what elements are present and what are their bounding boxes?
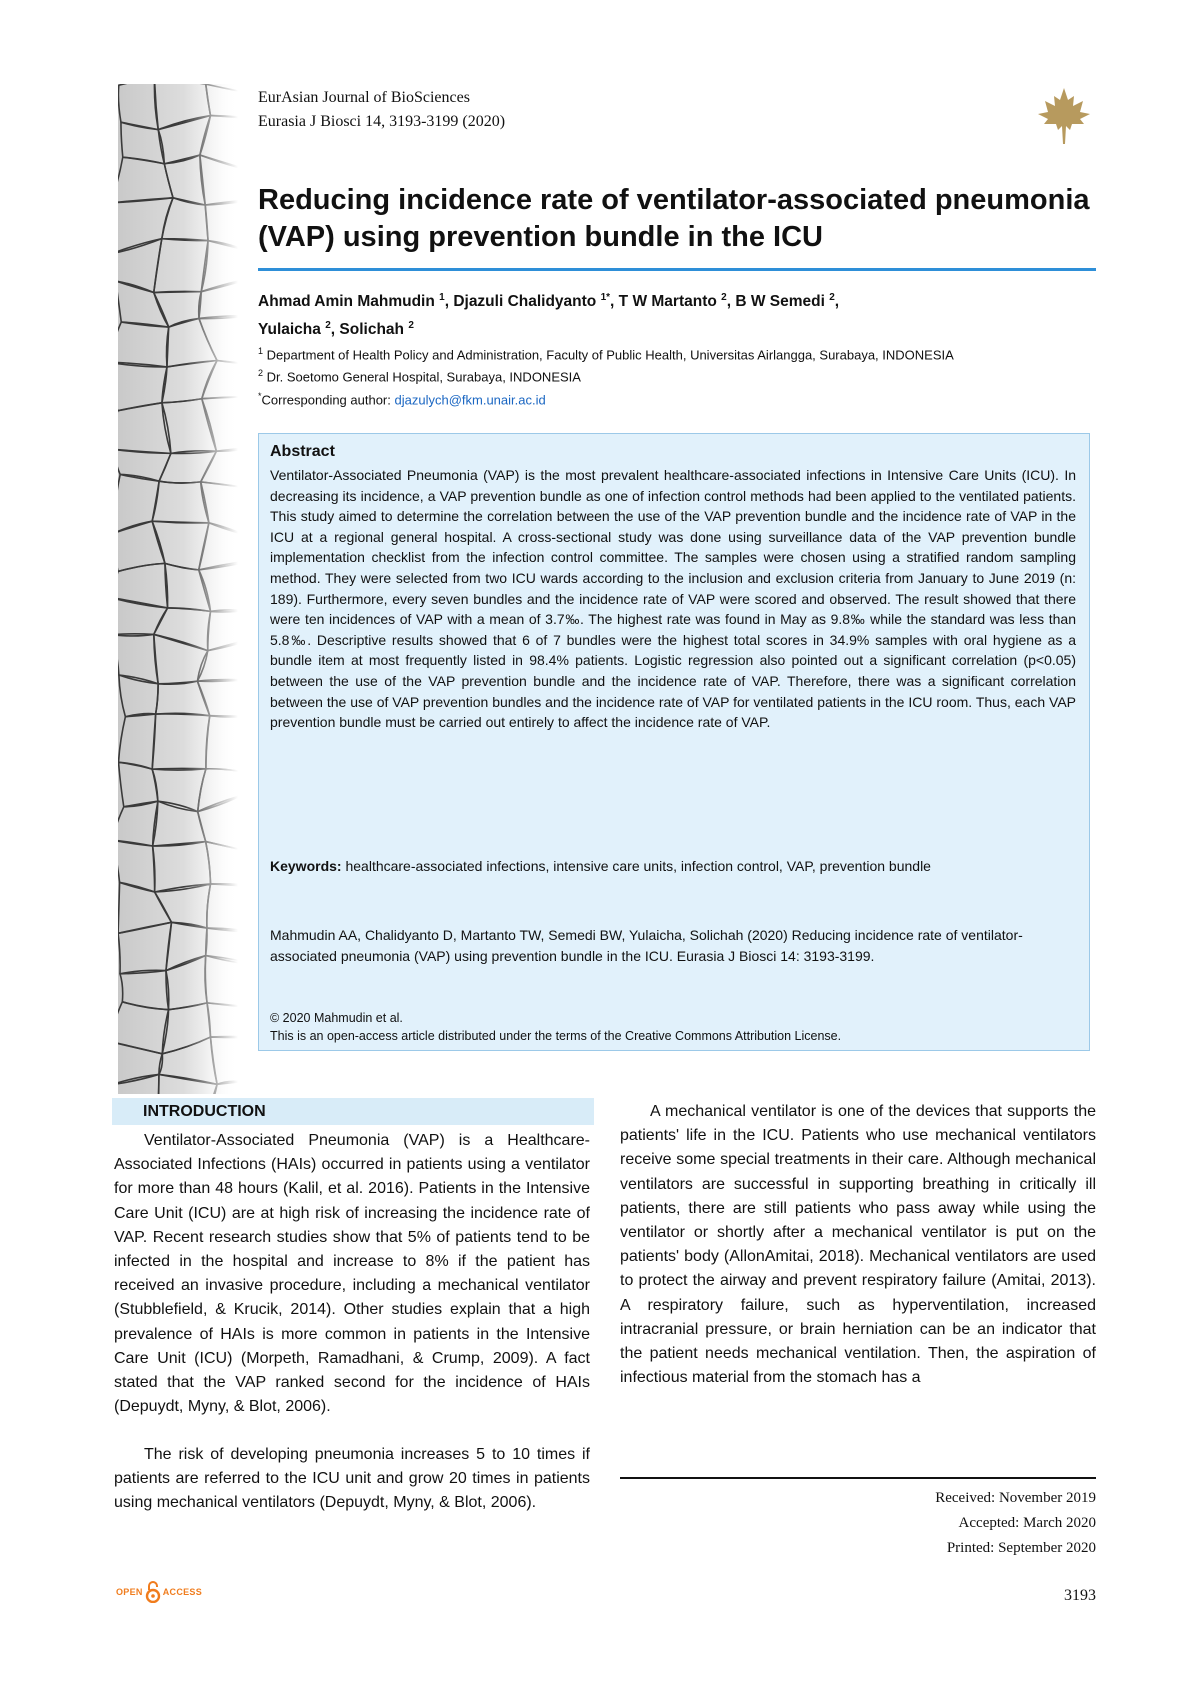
title-rule: [258, 268, 1096, 271]
keywords: [270, 856, 1076, 877]
open-access-badge: [116, 1580, 202, 1604]
corresponding-email-link[interactable]: djazulych@fkm.unair.ac.id: [394, 391, 546, 407]
author-list: [258, 286, 1098, 342]
author: Ahmad Amin Mahmudin $^1$,: [258, 292, 454, 311]
suggested-citation: Mahmudin AA, Chalidyanto D, Martanto TW, Semedi BW, Yulaicha, Solichah (2020) Reducing incidence rate of ventilator-associated pneumonia (VAP) using prevention bundle in the ICU. Eurasia J Biosci 14: 3193-3199.: [270, 927, 1023, 964]
journal-header: [258, 86, 505, 134]
open-access-open-text: OPEN: [116, 1587, 143, 1597]
publication-dates: [800, 1486, 1096, 1561]
author: T W Martanto $^2$,: [618, 292, 736, 311]
page-number: 3193: [1064, 1587, 1096, 1604]
author: Yulaicha $^2$,: [258, 320, 340, 339]
article-title: Reducing incidence rate of ventilator-associated pneumonia (VAP) using prevention bundle in the ICU: [258, 184, 1090, 253]
footer-rule: [620, 1477, 1096, 1479]
intro-paragraph-2: The risk of developing pneumonia increases 5 to 10 times if patients are referred to the ICU unit and grow 20 times in patients using mechanical ventilators (Depuydt, Myny, & Blot, 2006).: [114, 1446, 590, 1512]
author: Solichah $^2$: [339, 320, 414, 339]
open-access-lock-icon: [145, 1581, 161, 1603]
open-access-access-text: ACCESS: [162, 1587, 203, 1597]
author: B W Semedi $^2$,: [735, 292, 840, 311]
affiliation-2: $^2$ Dr. Soetomo General Hospital, Surabaya, INDONESIA: [258, 368, 581, 385]
affiliation-1: $^1$ Department of Health Policy and Administration, Faculty of Public Health, Universitas Airlangga, Surabaya, INDONESIA: [258, 346, 954, 363]
license-line: This is an open-access article distributed under the terms of the Creative Commons Attribution License.: [270, 1029, 842, 1043]
introduction-heading: INTRODUCTION: [143, 1103, 266, 1120]
copyright-line: © 2020 Mahmudin et al.: [270, 1011, 403, 1025]
intro-paragraph-1: Ventilator-Associated Pneumonia (VAP) is a Healthcare-Associated Infections (HAIs) occurred in patients using a ventilator for more than 48 hours (Kalil, et al. 2016). Patients in the Intensive Care Unit (ICU) are at high risk of increasing the incidence rate of VAP. Recent research studies show that 5% of patients tend to be infected in the hospital and increase to 8% if the patient has received an invasive procedure, including a mechanical ventilator (Stubblefield, & Krucik, 2014). Other studies explain that a high prevalence of HAIs is more common in patients in the Intensive Care Unit (ICU) (Morpeth, Ramadhani, & Crump, 2009). A fact stated that the VAP ranked second for the incidence of HAIs (Depuydt, Myny, & Blot, 2006).: [114, 1132, 590, 1416]
intro-paragraph-3: A mechanical ventilator is one of the devices that supports the patients' life in the ICU. Patients who use mechanical ventilators receive some special treatments in their care. Although mechanical ventilators are successful in supporting breathing in critically ill patients, there are still patients who pass away while using the ventilator or shortly after a mechanical ventilator is put on the patients' body (AllonAmitai, 2018). Mechanical ventilators are used to protect the airway and prevent respiratory failure (Amitai, 2013). A respiratory failure, such as hyperventilation, increased intracranial pressure, or brain herniation can be an indicator that the patient needs mechanical ventilation. Then, the aspiration of infectious material from the stomach has a: [620, 1103, 1096, 1387]
journal-name: EurAsian Journal of BioSciences: [258, 89, 470, 106]
journal-citation-line: Eurasia J Biosci 14, 3193-3199 (2020): [258, 113, 506, 130]
printed-date: Printed: September 2020: [946, 1540, 1096, 1556]
affiliations: [258, 342, 1098, 409]
cracked-pattern-decoration: [118, 84, 238, 1094]
copyright-notice: [270, 1009, 1076, 1045]
corresponding-author: *Corresponding author: djazulych@fkm.unair.ac.id: [258, 390, 546, 407]
keywords-label: Keywords:: [270, 858, 342, 874]
author: Djazuli Chalidyanto $^{1*}$,: [453, 292, 619, 311]
accepted-date: Accepted: March 2020: [958, 1515, 1096, 1531]
abstract-heading: Abstract: [270, 443, 335, 460]
received-date: Received: November 2019: [935, 1490, 1096, 1506]
keywords-text: healthcare-associated infections, intensive care units, infection control, VAP, prevention bundle: [345, 858, 931, 874]
abstract-text: Ventilator-Associated Pneumonia (VAP) is the most prevalent healthcare-associated infections in Intensive Care Units (ICU). In decreasing its incidence, a VAP prevention bundle as one of infection control methods had been applied to the ventilated patients. This study aimed to determine the correlation between the use of the VAP prevention bundle and the incidence rate of VAP in the ICU at a regional general hospital. A cross-sectional study was done using surveillance data of the VAP prevention bundle implementation checklist from the infection control committee. The samples were chosen using a stratified random sampling method. They were selected from two ICU wards according to the inclusion and exclusion criteria from January to June 2019 (n: 189). Furthermore, every seven bundles and the incidence rate of VAP were scored and observed. The result showed that there were ten incidences of VAP with a mean of 3.7‰. The highest rate was found in May as 9.8‰ while the standard was less than 5.8‰. Descriptive results showed that 6 of 7 bundles were the highest total scores in 34.9% samples with oral hygiene as a bundle item at most frequently listed in 98.4% patients. Logistic regression also pointed out a significant correlation (p<0.05) between the use of the VAP prevention bundle and the incidence rate of VAP. Therefore, there was a significant correlation between the use of VAP prevention bundles and the incidence rate of VAP for ventilated patients in the ICU room. Thus, each VAP prevention bundle must be carried out entirely to affect the incidence rate of VAP.: [270, 467, 1076, 731]
maple-leaf-logo: [1036, 86, 1092, 146]
